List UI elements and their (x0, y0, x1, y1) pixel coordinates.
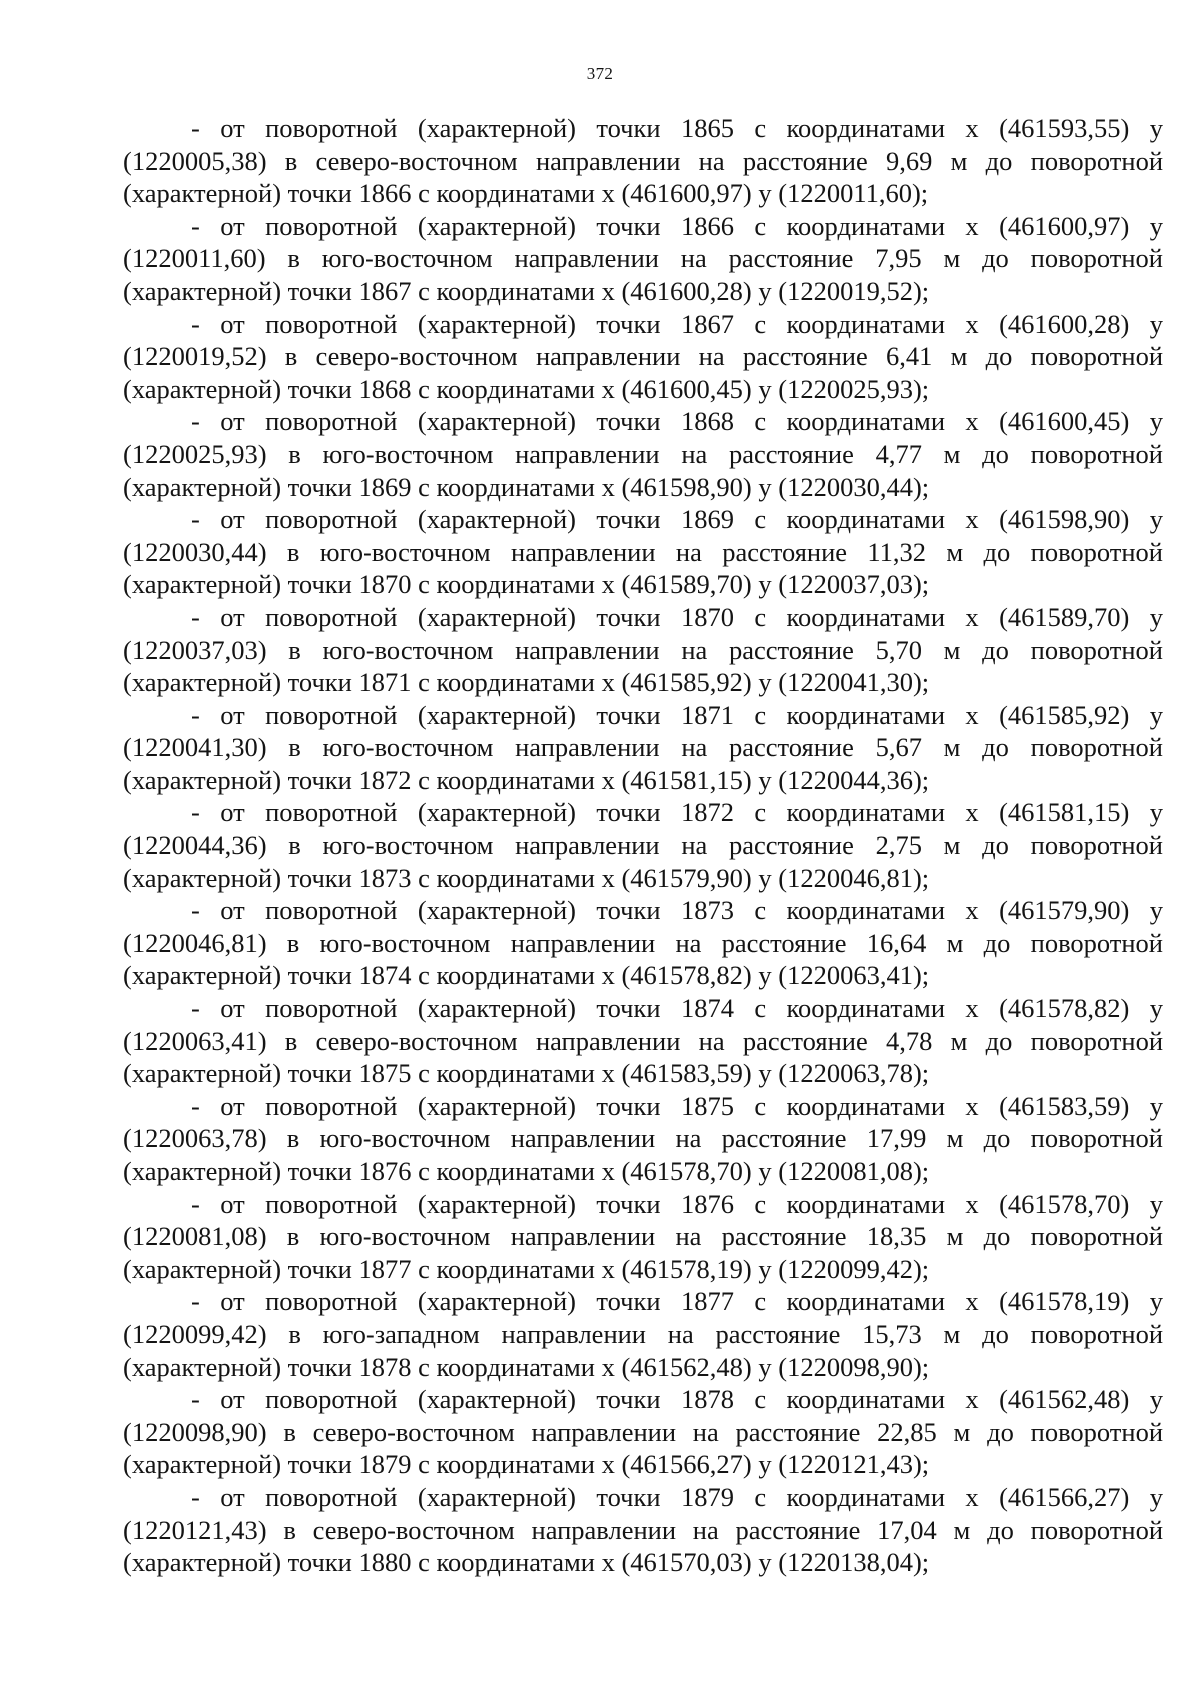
boundary-paragraph: - от поворотной (характерной) точки 1870 с координатами х (461589,70) у (1220037,03) в юго-восточном направлении на расстояние 5,70 м до поворотной (характерной) точки 1871 с координатами х (461585,92) у (1220041,30); (123, 601, 1163, 698)
boundary-paragraph: - от поворотной (характерной) точки 1867 с координатами х (461600,28) у (1220019,52) в северо-восточном направлении на расстояние 6,41 м до поворотной (характерной) точки 1868 с координатами х (461600,45) у (1220025,93); (123, 308, 1163, 404)
boundary-paragraph: - от поворотной (характерной) точки 1873 с координатами х (461579,90) у (1220046,81) в юго-восточном направлении на расстояние 16,64 м до поворотной (характерной) точки 1874 с координатами х (461578,82) у (1220063,41); (123, 895, 1163, 991)
boundary-paragraph: - от поворотной (характерной) точки 1878 с координатами х (461562,48) у (1220098,90) в северо-восточном направлении на расстояние 22,85 м до поворотной (характерной) точки 1879 с координатами х (461566,27) у (1220121,43); (123, 1384, 1163, 1480)
boundary-paragraph: - от поворотной (характерной) точки 1877 с координатами х (461578,19) у (1220099,42) в юго-западном направлении на расстояние 15,73 м до поворотной (характерной) точки 1878 с координатами х (461562,48) у (1220098,90); (123, 1286, 1163, 1382)
boundary-paragraph: - от поворотной (характерной) точки 1871 с координатами х (461585,92) у (1220041,30) в юго-восточном направлении на расстояние 5,67 м до поворотной (характерной) точки 1872 с координатами х (461581,15) у (1220044,36); (123, 699, 1163, 795)
boundary-paragraph: - от поворотной (характерной) точки 1874 с координатами х (461578,82) у (1220063,41) в северо-восточном направлении на расстояние 4,78 м до поворотной (характерной) точки 1875 с координатами х (461583,59) у (1220063,78); (123, 993, 1163, 1089)
boundary-paragraph: - от поворотной (характерной) точки 1866 с координатами х (461600,97) у (1220011,60) в юго-восточном направлении на расстояние 7,95 м до поворотной (характерной) точки 1867 с координатами х (461600,28) у (1220019,52); (123, 210, 1163, 306)
boundary-paragraph: - от поворотной (характерной) точки 1876 с координатами х (461578,70) у (1220081,08) в юго-восточном направлении на расстояние 18,35 м до поворотной (характерной) точки 1877 с координатами х (461578,19) у (1220099,42); (123, 1188, 1163, 1284)
boundary-paragraph: - от поворотной (характерной) точки 1875 с координатами х (461583,59) у (1220063,78) в юго-восточном направлении на расстояние 17,99 м до поворотной (характерной) точки 1876 с координатами х (461578,70) у (1220081,08); (123, 1090, 1163, 1186)
boundary-paragraph: - от поворотной (характерной) точки 1872 с координатами х (461581,15) у (1220044,36) в юго-восточном направлении на расстояние 2,75 м до поворотной (характерной) точки 1873 с координатами х (461579,90) у (1220046,81); (123, 797, 1163, 893)
boundary-paragraph: - от поворотной (характерной) точки 1879 с координатами х (461566,27) у (1220121,43) в северо-восточном направлении на расстояние 17,04 м до поворотной (характерной) точки 1880 с координатами х (461570,03) у (1220138,04); (123, 1481, 1163, 1578)
boundary-paragraph: - от поворотной (характерной) точки 1869 с координатами х (461598,90) у (1220030,44) в юго-восточном направлении на расстояние 11,32 м до поворотной (характерной) точки 1870 с координатами х (461589,70) у (1220037,03); (123, 504, 1163, 600)
boundary-paragraph: - от поворотной (характерной) точки 1868 с координатами х (461600,45) у (1220025,93) в юго-восточном направлении на расстояние 4,77 м до поворотной (характерной) точки 1869 с координатами х (461598,90) у (1220030,44); (123, 406, 1163, 502)
page-number: 372 (586, 64, 614, 83)
boundary-paragraph: - от поворотной (характерной) точки 1865 с координатами х (461593,55) у (1220005,38) в северо-восточном направлении на расстояние 9,69 м до поворотной (характерной) точки 1866 с координатами х (461600,97) у (1220011,60); (123, 113, 1163, 209)
document-body (123, 112, 1163, 1579)
